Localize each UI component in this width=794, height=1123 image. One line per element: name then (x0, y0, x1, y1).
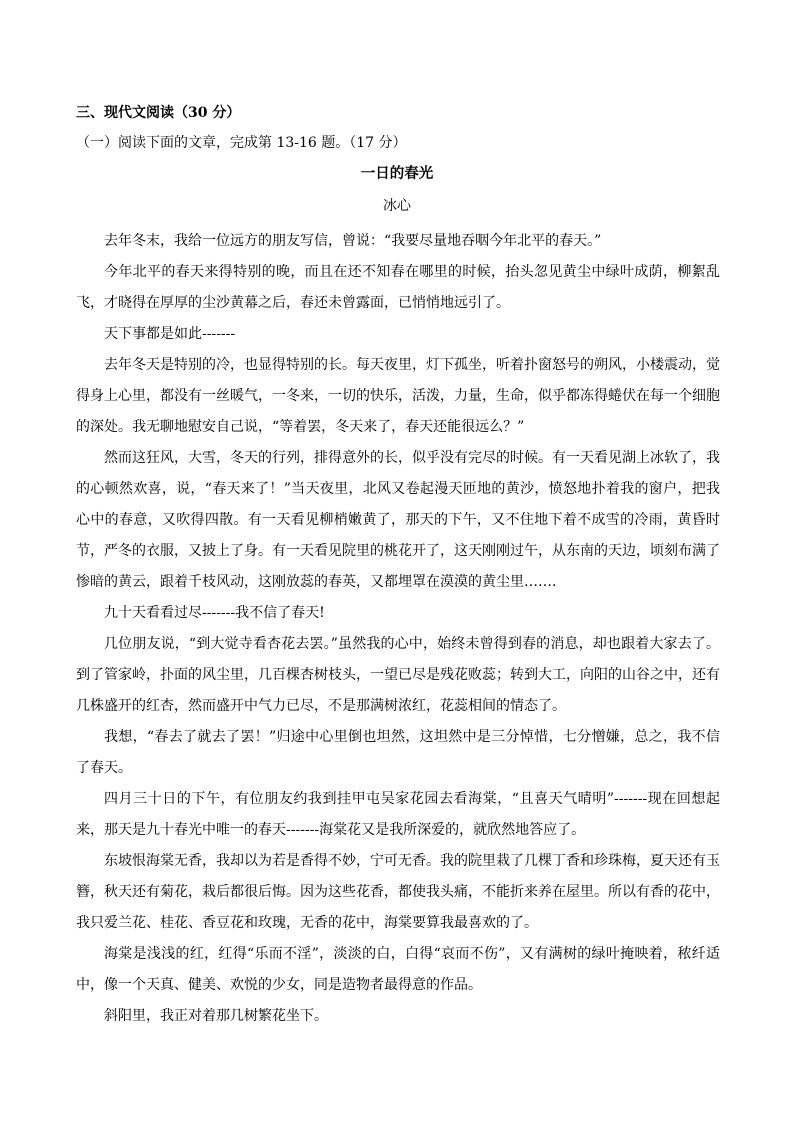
paragraph: 天下事都是如此------- (104, 326, 236, 342)
paragraph: 去年冬末，我给一位远方的朋友写信，曾说：“我要尽量地吞咽今年北平的春天。” (104, 233, 602, 249)
paragraph: 海棠是浅浅的红，红得“乐而不淫”，淡淡的白，白得“哀而不伤”，又有满树的绿叶掩映着，秾纤适中，像一个天真、健美、欢悦的少女，同是造物者最得意的作品。 (76, 946, 720, 993)
article-author: 冰心 (383, 198, 411, 214)
paragraph: 九十天看看过尽-------我不信了春天! (104, 605, 325, 621)
paragraph: 我想，“春去了就去了罢！”归途中心里倒也坦然，这坦然中是三分悼惜，七分憎嫌，总之，我不信了春天。 (76, 729, 720, 776)
article-body (76, 226, 720, 1032)
paragraph: 斜阳里，我正对着那几树繁花坐下。 (104, 1008, 328, 1024)
paragraph: 去年冬天是特别的冷，也显得特别的长。每天夜里，灯下孤坐，听着扑窗怒号的朔风，小楼震动，觉得身上心里，都没有一丝暖气，一冬来，一切的快乐，活泼，力量，生命，似乎都冻得蜷伏在每一个细胞的深处。我无聊地慰安自己说，“等着罢，冬天来了，春天还能很远么？” (76, 357, 720, 435)
paragraph: 几位朋友说，“到大觉寺看杏花去罢。”虽然我的心中，始终未曾得到春的消息，却也跟着大家去了。到了管家岭，扑面的风尘里，几百棵杏树枝头，一望已尽是残花败蕊；转到大工，向阳的山谷之中，还有几株盛开的红杏，然而盛开中气力已尽，不是那满树浓红，花蕊相间的情态了。 (76, 636, 720, 714)
paragraph: 东坡恨海棠无香，我却以为若是香得不妙，宁可无香。我的院里栽了几棵丁香和珍珠梅，夏天还有玉簪，秋天还有菊花，栽后都很后悔。因为这些花香，都使我头痛，不能折来养在屋里。所以有香的花中，我只爱兰花、桂花、香豆花和玫瑰，无香的花中，海棠要算我最喜欢的了。 (76, 853, 720, 931)
paragraph: 然而这狂风，大雪，冬天的行列，排得意外的长，似乎没有完尽的时候。有一天看见湖上冰软了，我的心顿然欢喜，说，“春天来了！”当天夜里，北风又卷起漫天匝地的黄沙，愤怒地扑着我的窗户，把我心中的春意，又吹得四散。有一天看见柳梢嫩黄了，那天的下午，又不住地下着不成雪的冷雨，黄昏时节，严冬的衣服，又披上了身。有一天看见院里的桃花开了，这天刚刚过午，从东南的天边，顷刻布满了惨暗的黄云，跟着千枝风动，这刚放蕊的春英，又都埋罩在漠漠的黄尘里……. (76, 450, 720, 590)
paragraph: 四月三十日的下午，有位朋友约我到挂甲屯吴家花园去看海棠，“且喜天气晴明”-------现在回想起来，那天是九十春光中唯一的春天-------海棠花又是我所深爱的，就欣然地答应了。 (76, 791, 720, 838)
section-title: 三、现代文阅读（30 分） (76, 105, 241, 121)
section-instructions: （一）阅读下面的文章，完成第 13-16 题。（17 分） (76, 135, 407, 151)
article-title: 一日的春光 (360, 165, 434, 182)
paragraph: 今年北平的春天来得特别的晚，而且在还不知春在哪里的时候，抬头忽见黄尘中绿叶成荫，柳絮乱飞，才晓得在厚厚的尘沙黄幕之后，春还未曾露面，已悄悄地远引了。 (76, 264, 720, 311)
